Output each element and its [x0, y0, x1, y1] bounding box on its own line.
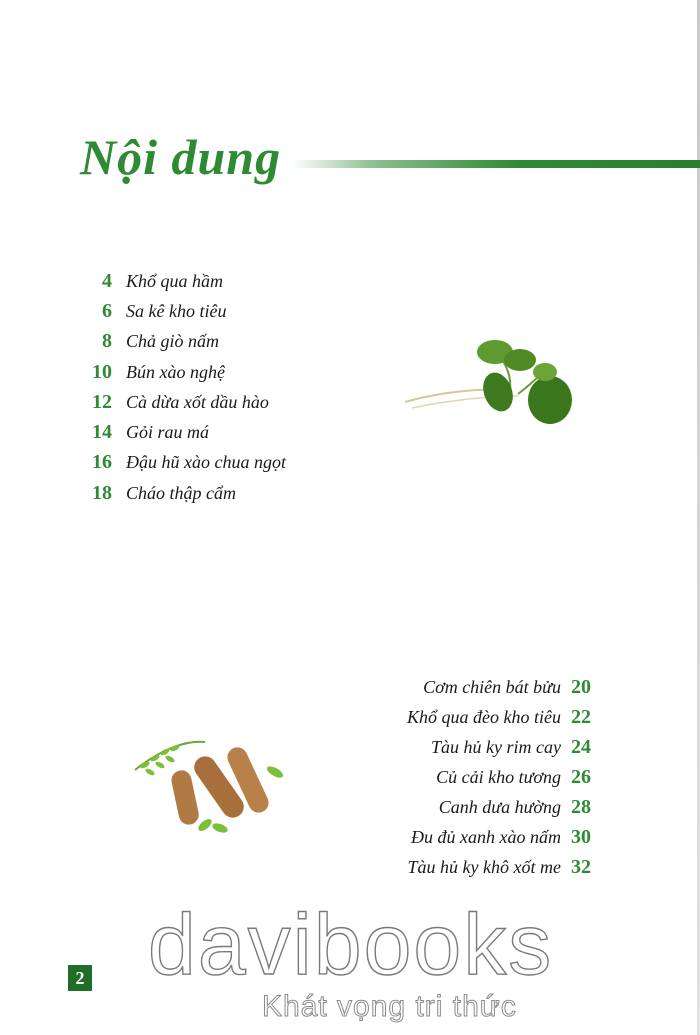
herb-leaves-illustration [400, 330, 590, 440]
toc-page-number: 24 [571, 735, 591, 758]
toc-title: Canh dưa hường [438, 796, 561, 817]
toc-page-number: 20 [571, 675, 591, 698]
toc-item[interactable] [205, 732, 605, 762]
watermark-tagline: Khát vọng tri thức [262, 990, 517, 1023]
toc-item[interactable] [205, 852, 605, 882]
toc-page-number: 16 [92, 451, 112, 474]
toc-title: Khổ qua hầm [126, 270, 224, 291]
toc-item[interactable] [205, 822, 605, 852]
toc-page-number: 6 [102, 299, 112, 322]
toc-item[interactable] [60, 327, 360, 357]
toc-page-number: 12 [92, 390, 112, 413]
toc-item[interactable] [60, 417, 360, 447]
toc-page-number: 18 [92, 481, 112, 504]
toc-title: Sa kê kho tiêu [126, 300, 227, 321]
toc-page-number: 4 [102, 269, 112, 292]
title-rule [292, 160, 700, 168]
toc-title: Gỏi rau má [126, 422, 210, 443]
toc-item[interactable] [60, 266, 360, 296]
toc-item[interactable] [60, 448, 360, 478]
toc-title: Đậu hũ xào chua ngọt [126, 452, 286, 473]
toc-page-number: 14 [92, 421, 112, 444]
toc-page-number: 26 [571, 765, 591, 788]
toc-page-number: 32 [571, 855, 591, 878]
toc-page-number: 22 [571, 705, 591, 728]
watermark-brand: davibooks [148, 897, 554, 993]
toc-page-number: 10 [92, 360, 112, 383]
toc-item[interactable] [60, 478, 360, 508]
toc-title: Tàu hủ ky rim cay [431, 736, 561, 757]
toc-item[interactable] [60, 296, 360, 326]
toc-title: Củ cải kho tương [436, 766, 561, 787]
toc-left [60, 266, 360, 508]
toc-page-number: 30 [571, 825, 591, 848]
toc-item[interactable] [205, 792, 605, 822]
toc-title: Tàu hủ ky khô xốt me [407, 856, 561, 877]
toc-title: Cà dừa xốt dầu hào [126, 391, 269, 412]
toc-page-number: 8 [102, 330, 112, 353]
page-title: Nội dung [80, 129, 282, 185]
toc-page-number: 28 [571, 795, 591, 818]
toc-title: Cơm chiên bát bửu [423, 676, 561, 697]
toc-item[interactable] [205, 672, 605, 702]
toc-item[interactable] [205, 702, 605, 732]
toc-title: Đu đủ xanh xào nấm [411, 826, 561, 847]
toc-item[interactable] [60, 357, 360, 387]
toc-title: Khổ qua đèo kho tiêu [407, 706, 561, 727]
page-number-badge: 2 [68, 965, 92, 991]
toc-title: Bún xào nghệ [126, 361, 225, 382]
toc-title: Chả giò nấm [126, 331, 220, 352]
toc-item[interactable] [205, 762, 605, 792]
toc-right [205, 672, 605, 882]
toc-title: Cháo thập cẩm [126, 482, 236, 503]
toc-item[interactable] [60, 387, 360, 417]
